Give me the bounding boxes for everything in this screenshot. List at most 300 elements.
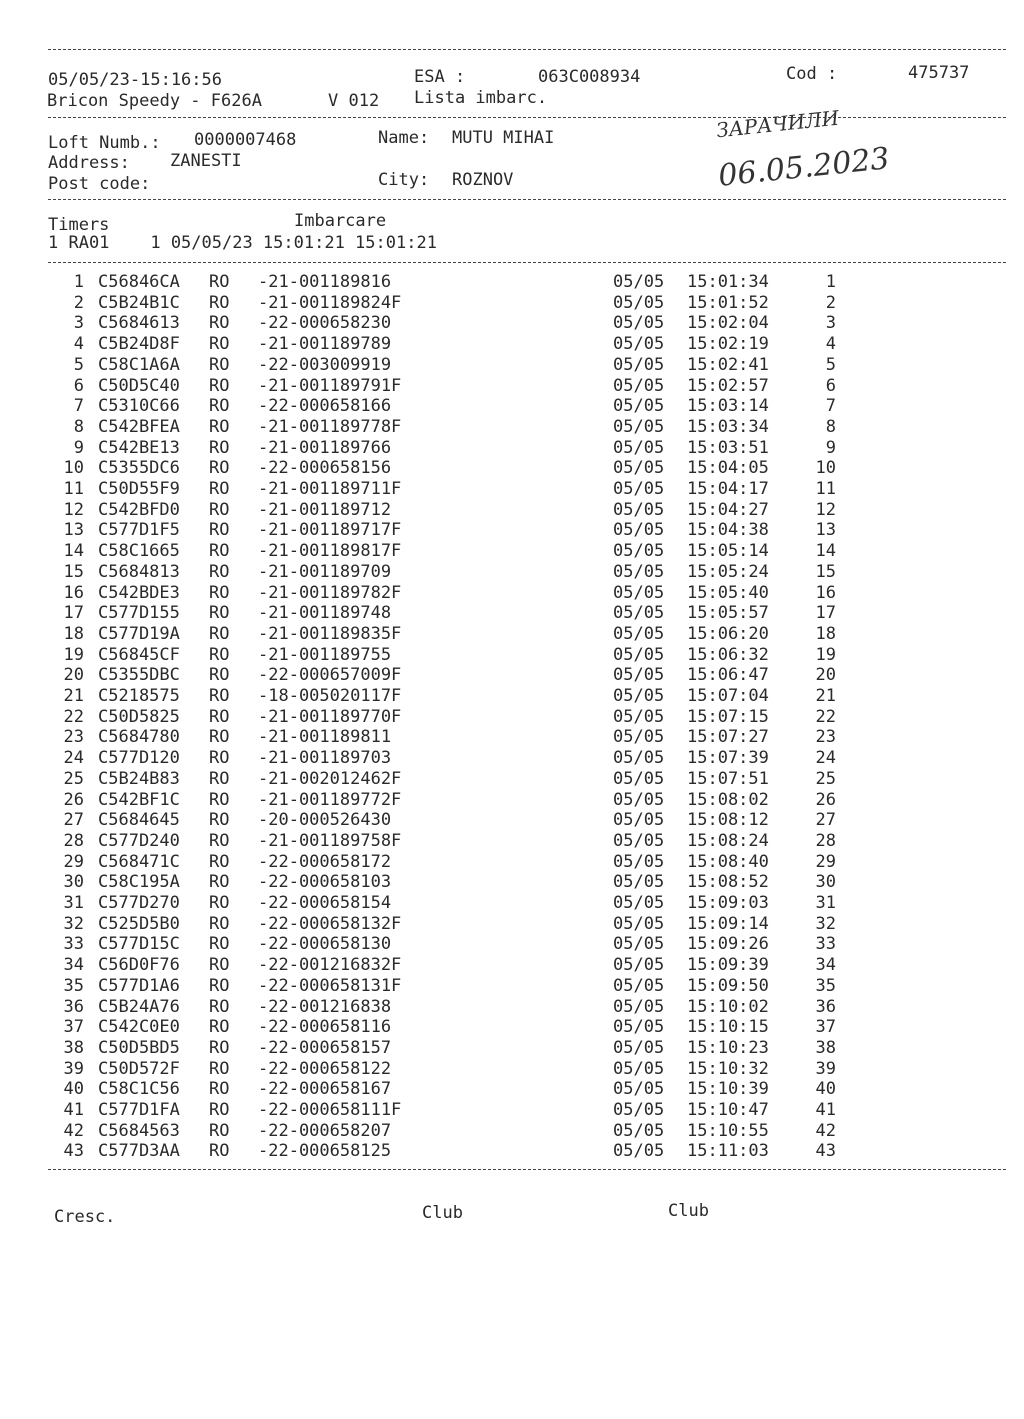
entry-country: RO	[209, 644, 230, 665]
entry-date: 05/05	[613, 623, 665, 644]
entry-code: C568471C	[98, 851, 180, 872]
entry-country: RO	[209, 603, 230, 624]
entry-date: 05/05	[613, 416, 665, 437]
entry-position: 27	[815, 810, 836, 831]
table-row	[0, 872, 1024, 893]
entry-index: 31	[63, 893, 84, 913]
entry-ring: -22-000658130	[258, 934, 392, 955]
print-datetime: 05/05/23-15:16:56	[48, 70, 222, 90]
entry-index: 28	[63, 830, 84, 851]
entry-position: 5	[825, 354, 836, 375]
entry-position: 40	[815, 1079, 836, 1100]
table-row	[0, 520, 1024, 541]
entry-position: 3	[825, 313, 836, 334]
table-row	[0, 313, 1024, 334]
table-row	[0, 727, 1024, 748]
entry-position: 1	[825, 272, 836, 292]
entry-country: RO	[209, 706, 230, 727]
entry-time: 15:02:04	[687, 313, 769, 334]
entry-ring: -22-000658166	[258, 396, 392, 417]
timers-rule	[48, 262, 1006, 263]
entry-time: 15:04:17	[687, 479, 769, 499]
entry-country: RO	[209, 665, 230, 686]
entry-country: RO	[209, 996, 230, 1017]
bottom-rule	[48, 1169, 1006, 1170]
entry-country: RO	[209, 520, 230, 541]
entry-time: 15:09:39	[687, 955, 769, 976]
entry-position: 37	[815, 1017, 836, 1038]
entry-position: 13	[815, 520, 836, 541]
entry-time: 15:05:24	[687, 561, 769, 582]
entry-position: 18	[815, 623, 836, 644]
entry-country: RO	[209, 727, 230, 748]
table-row	[0, 686, 1024, 707]
entry-position: 8	[825, 416, 836, 437]
entry-date: 05/05	[613, 727, 665, 748]
entry-time: 15:08:24	[687, 830, 769, 851]
entry-time: 15:10:23	[687, 1037, 769, 1058]
entry-date: 05/05	[613, 1120, 665, 1141]
entry-code: C5310C66	[98, 396, 180, 417]
entry-date: 05/05	[613, 354, 665, 375]
entry-time: 15:05:40	[687, 582, 769, 603]
entry-ring: -22-000658131F	[258, 975, 402, 996]
entry-position: 4	[825, 334, 836, 355]
entry-ring: -18-005020117F	[258, 686, 402, 706]
entry-position: 7	[825, 396, 836, 417]
entry-code: C542BFD0	[98, 499, 180, 520]
entry-position: 34	[815, 955, 836, 976]
entry-index: 35	[63, 975, 84, 996]
entry-ring: -21-001189835F	[258, 623, 402, 644]
entry-code: C525D5B0	[98, 913, 180, 934]
table-row	[0, 914, 1024, 935]
entry-code: C5684780	[98, 727, 180, 748]
entry-date: 05/05	[613, 292, 665, 313]
entry-index: 10	[63, 458, 84, 479]
table-row	[0, 603, 1024, 624]
entry-index: 40	[63, 1079, 84, 1100]
table-row	[0, 562, 1024, 583]
entry-time: 15:02:41	[687, 354, 769, 375]
entry-ring: -21-001189778F	[258, 416, 402, 437]
table-row	[0, 645, 1024, 666]
entry-date: 05/05	[613, 665, 665, 686]
entry-ring: -21-001189770F	[258, 706, 402, 727]
entry-time: 15:11:03	[687, 1141, 769, 1162]
entry-code: C56845CF	[98, 644, 180, 665]
entry-time: 15:02:19	[687, 334, 769, 355]
entry-index: 20	[63, 665, 84, 686]
table-row	[0, 624, 1024, 645]
entry-index: 21	[63, 686, 84, 706]
entry-date: 05/05	[613, 872, 665, 893]
entry-date: 05/05	[613, 975, 665, 996]
entry-country: RO	[209, 789, 230, 810]
entry-country: RO	[209, 1058, 230, 1079]
entry-time: 15:10:32	[687, 1058, 769, 1079]
entry-code: C542BF1C	[98, 789, 180, 810]
esa-label: ESA :	[414, 67, 466, 87]
table-row	[0, 272, 1024, 293]
table-row	[0, 1017, 1024, 1038]
owner-name: MUTU MIHAI	[452, 128, 555, 148]
entry-code: C50D5BD5	[98, 1037, 180, 1058]
entry-ring: -22-000658116	[258, 1017, 392, 1038]
timer-line: 1 RA01 1 05/05/23 15:01:21 15:01:21	[48, 233, 437, 253]
entry-ring: -22-000658111F	[258, 1100, 402, 1120]
entry-country: RO	[209, 913, 230, 934]
entry-time: 15:08:02	[687, 789, 769, 810]
entry-code: C542BDE3	[98, 582, 180, 603]
club-label-2: Club	[668, 1201, 709, 1221]
entry-ring: -22-003009919	[258, 354, 392, 375]
entry-time: 15:10:15	[687, 1017, 769, 1038]
device-name: Bricon Speedy - F626A	[47, 91, 262, 111]
entry-code: C577D240	[98, 830, 180, 851]
entry-position: 14	[815, 541, 836, 562]
table-row	[0, 665, 1024, 686]
entry-position: 31	[815, 893, 836, 913]
address-value: ZANESTI	[170, 151, 242, 171]
entry-country: RO	[209, 292, 230, 313]
entry-index: 23	[63, 727, 84, 748]
postcode-label: Post code:	[48, 174, 151, 194]
entry-date: 05/05	[613, 830, 665, 851]
entry-time: 15:04:05	[687, 458, 769, 479]
entry-country: RO	[209, 810, 230, 831]
entry-ring: -21-001189709	[258, 561, 392, 582]
entry-time: 15:03:14	[687, 396, 769, 417]
entry-position: 39	[815, 1058, 836, 1079]
table-row	[0, 748, 1024, 769]
entry-code: C577D15C	[98, 934, 180, 955]
entry-position: 16	[815, 582, 836, 603]
entry-ring: -22-000658167	[258, 1079, 392, 1100]
entry-position: 10	[815, 458, 836, 479]
address-label: Address:	[48, 153, 130, 173]
table-row	[0, 934, 1024, 955]
entry-time: 15:09:26	[687, 934, 769, 955]
table-row	[0, 334, 1024, 355]
entry-time: 15:01:52	[687, 292, 769, 313]
entry-country: RO	[209, 416, 230, 437]
entry-ring: -21-001189816	[258, 272, 392, 292]
entry-code: C50D55F9	[98, 479, 180, 499]
entry-index: 11	[63, 479, 84, 499]
entry-date: 05/05	[613, 582, 665, 603]
entry-time: 15:07:04	[687, 686, 769, 706]
entry-date: 05/05	[613, 499, 665, 520]
entry-code: C5B24A76	[98, 996, 180, 1017]
entry-country: RO	[209, 872, 230, 893]
entry-date: 05/05	[613, 1079, 665, 1100]
entry-date: 05/05	[613, 437, 665, 458]
entry-index: 1	[73, 272, 84, 292]
entry-time: 15:06:32	[687, 644, 769, 665]
entry-code: C56846CA	[98, 272, 180, 292]
entry-time: 15:06:20	[687, 623, 769, 644]
entry-position: 23	[815, 727, 836, 748]
entry-index: 32	[63, 913, 84, 934]
entry-position: 15	[815, 561, 836, 582]
entry-index: 8	[73, 416, 84, 437]
entry-index: 14	[63, 541, 84, 562]
entry-date: 05/05	[613, 561, 665, 582]
entry-country: RO	[209, 768, 230, 789]
entry-date: 05/05	[613, 686, 665, 706]
imbarcare-label: Imbarcare	[294, 211, 387, 231]
name-label: Name:	[378, 128, 430, 148]
entry-code: C50D572F	[98, 1058, 180, 1079]
entry-country: RO	[209, 1120, 230, 1141]
entry-index: 16	[63, 582, 84, 603]
entry-time: 15:07:27	[687, 727, 769, 748]
entry-position: 35	[815, 975, 836, 996]
loft-number: 0000007468	[194, 130, 297, 150]
entry-date: 05/05	[613, 396, 665, 417]
entry-code: C5355DC6	[98, 458, 180, 479]
entry-position: 17	[815, 603, 836, 624]
entry-country: RO	[209, 686, 230, 706]
entry-code: C58C1C56	[98, 1079, 180, 1100]
table-row	[0, 355, 1024, 376]
entry-code: C58C195A	[98, 872, 180, 893]
entry-index: 6	[73, 375, 84, 396]
entry-time: 15:08:52	[687, 872, 769, 893]
entry-ring: -22-000658103	[258, 872, 392, 893]
entry-index: 29	[63, 851, 84, 872]
entry-country: RO	[209, 1079, 230, 1100]
table-row	[0, 500, 1024, 521]
entry-time: 15:10:39	[687, 1079, 769, 1100]
entry-position: 11	[815, 479, 836, 499]
club-label-1: Club	[422, 1203, 463, 1223]
entry-date: 05/05	[613, 313, 665, 334]
cod-label: Cod :	[786, 64, 838, 84]
entry-index: 19	[63, 644, 84, 665]
entry-code: C577D120	[98, 748, 180, 769]
entry-time: 15:09:14	[687, 913, 769, 934]
entry-ring: -21-001189791F	[258, 375, 402, 396]
entry-ring: -22-001216832F	[258, 955, 402, 976]
entry-code: C542BE13	[98, 437, 180, 458]
table-row	[0, 707, 1024, 728]
entry-index: 5	[73, 354, 84, 375]
entry-position: 21	[815, 686, 836, 706]
entry-ring: -21-001189758F	[258, 830, 402, 851]
entry-date: 05/05	[613, 458, 665, 479]
table-row	[0, 852, 1024, 873]
entry-code: C5684563	[98, 1120, 180, 1141]
handwritten-signature: ЗАРАЧИЛИ	[715, 105, 841, 143]
entry-position: 12	[815, 499, 836, 520]
table-row	[0, 997, 1024, 1018]
entry-country: RO	[209, 975, 230, 996]
entry-country: RO	[209, 354, 230, 375]
entry-country: RO	[209, 396, 230, 417]
entry-code: C5684645	[98, 810, 180, 831]
entry-index: 25	[63, 768, 84, 789]
entry-ring: -22-000658125	[258, 1141, 392, 1162]
entry-date: 05/05	[613, 996, 665, 1017]
entry-ring: -22-000658132F	[258, 913, 402, 934]
entry-country: RO	[209, 1141, 230, 1162]
entry-time: 15:07:15	[687, 706, 769, 727]
entry-position: 26	[815, 789, 836, 810]
entry-ring: -22-000658172	[258, 851, 392, 872]
entry-code: C577D155	[98, 603, 180, 624]
entry-country: RO	[209, 582, 230, 603]
entry-ring: -22-000658156	[258, 458, 392, 479]
entry-ring: -22-000658157	[258, 1037, 392, 1058]
entry-date: 05/05	[613, 334, 665, 355]
entry-time: 15:10:47	[687, 1100, 769, 1120]
entry-index: 41	[63, 1100, 84, 1120]
entry-ring: -21-001189755	[258, 644, 392, 665]
table-row	[0, 438, 1024, 459]
entry-date: 05/05	[613, 748, 665, 769]
entry-date: 05/05	[613, 1141, 665, 1162]
entry-time: 15:10:55	[687, 1120, 769, 1141]
entry-index: 33	[63, 934, 84, 955]
entry-ring: -22-000658230	[258, 313, 392, 334]
entry-position: 24	[815, 748, 836, 769]
entry-country: RO	[209, 561, 230, 582]
entry-index: 42	[63, 1120, 84, 1141]
entry-ring: -20-000526430	[258, 810, 392, 831]
entry-ring: -21-001189811	[258, 727, 392, 748]
entry-position: 33	[815, 934, 836, 955]
entry-time: 15:02:57	[687, 375, 769, 396]
entry-time: 15:04:27	[687, 499, 769, 520]
entry-date: 05/05	[613, 520, 665, 541]
entry-index: 24	[63, 748, 84, 769]
entry-time: 15:10:02	[687, 996, 769, 1017]
entry-time: 15:08:40	[687, 851, 769, 872]
entry-time: 15:07:51	[687, 768, 769, 789]
entry-ring: -22-000658207	[258, 1120, 392, 1141]
entry-country: RO	[209, 893, 230, 913]
entry-country: RO	[209, 458, 230, 479]
entry-ring: -22-000658154	[258, 893, 392, 913]
entry-date: 05/05	[613, 810, 665, 831]
entry-index: 12	[63, 499, 84, 520]
entry-code: C577D1FA	[98, 1100, 180, 1120]
entry-time: 15:03:51	[687, 437, 769, 458]
table-row	[0, 479, 1024, 500]
entry-index: 4	[73, 334, 84, 355]
entry-ring: -22-000658122	[258, 1058, 392, 1079]
entry-time: 15:07:39	[687, 748, 769, 769]
entry-country: RO	[209, 1037, 230, 1058]
entry-code: C5B24B83	[98, 768, 180, 789]
timers-label: Timers	[48, 215, 110, 235]
table-row	[0, 458, 1024, 479]
entry-country: RO	[209, 375, 230, 396]
list-title: Lista imbarc.	[414, 88, 548, 108]
entry-position: 29	[815, 851, 836, 872]
entry-country: RO	[209, 479, 230, 499]
table-row	[0, 955, 1024, 976]
entry-ring: -22-000657009F	[258, 665, 402, 686]
entry-position: 2	[825, 292, 836, 313]
entry-country: RO	[209, 272, 230, 292]
entry-index: 7	[73, 396, 84, 417]
table-row	[0, 1059, 1024, 1080]
entry-date: 05/05	[613, 541, 665, 562]
handwritten-date: 06.05.2023	[716, 141, 892, 194]
entry-code: C58C1A6A	[98, 354, 180, 375]
entry-index: 34	[63, 955, 84, 976]
entry-time: 15:04:38	[687, 520, 769, 541]
entry-code: C542C0E0	[98, 1017, 180, 1038]
entry-position: 42	[815, 1120, 836, 1141]
entry-position: 36	[815, 996, 836, 1017]
entry-time: 15:01:34	[687, 272, 769, 292]
entry-date: 05/05	[613, 851, 665, 872]
table-row	[0, 810, 1024, 831]
entry-index: 38	[63, 1037, 84, 1058]
entry-ring: -21-001189748	[258, 603, 392, 624]
entry-country: RO	[209, 748, 230, 769]
entry-code: C577D19A	[98, 623, 180, 644]
city-label: City:	[378, 170, 430, 190]
entry-code: C56D0F76	[98, 955, 180, 976]
entry-time: 15:05:14	[687, 541, 769, 562]
table-row	[0, 893, 1024, 914]
entry-position: 41	[815, 1100, 836, 1120]
cresc-label: Cresc.	[54, 1207, 116, 1227]
table-row	[0, 1038, 1024, 1059]
entry-country: RO	[209, 437, 230, 458]
entry-position: 6	[825, 375, 836, 396]
city-value: ROZNOV	[452, 170, 514, 190]
table-row	[0, 376, 1024, 397]
entry-code: C5355DBC	[98, 665, 180, 686]
table-row	[0, 1121, 1024, 1142]
entry-ring: -21-001189772F	[258, 789, 402, 810]
entry-code: C50D5C40	[98, 375, 180, 396]
entry-index: 17	[63, 603, 84, 624]
table-row	[0, 976, 1024, 997]
table-row	[0, 1100, 1024, 1121]
table-row	[0, 293, 1024, 314]
esa-value: 063C008934	[538, 67, 641, 87]
table-row	[0, 1141, 1024, 1162]
entry-code: C577D3AA	[98, 1141, 180, 1162]
cod-value: 475737	[908, 63, 970, 83]
table-row	[0, 1079, 1024, 1100]
entry-time: 15:06:47	[687, 665, 769, 686]
entry-date: 05/05	[613, 603, 665, 624]
entry-time: 15:08:12	[687, 810, 769, 831]
entry-index: 2	[73, 292, 84, 313]
table-row	[0, 831, 1024, 852]
entry-ring: -21-001189766	[258, 437, 392, 458]
entry-ring: -21-001189712	[258, 499, 392, 520]
entry-date: 05/05	[613, 1058, 665, 1079]
entry-date: 05/05	[613, 1100, 665, 1120]
entry-ring: -21-001189817F	[258, 541, 402, 562]
entry-index: 9	[73, 437, 84, 458]
device-version: V 012	[328, 91, 380, 111]
entry-position: 25	[815, 768, 836, 789]
entry-country: RO	[209, 541, 230, 562]
entry-code: C5B24B1C	[98, 292, 180, 313]
entry-date: 05/05	[613, 893, 665, 913]
entry-index: 30	[63, 872, 84, 893]
